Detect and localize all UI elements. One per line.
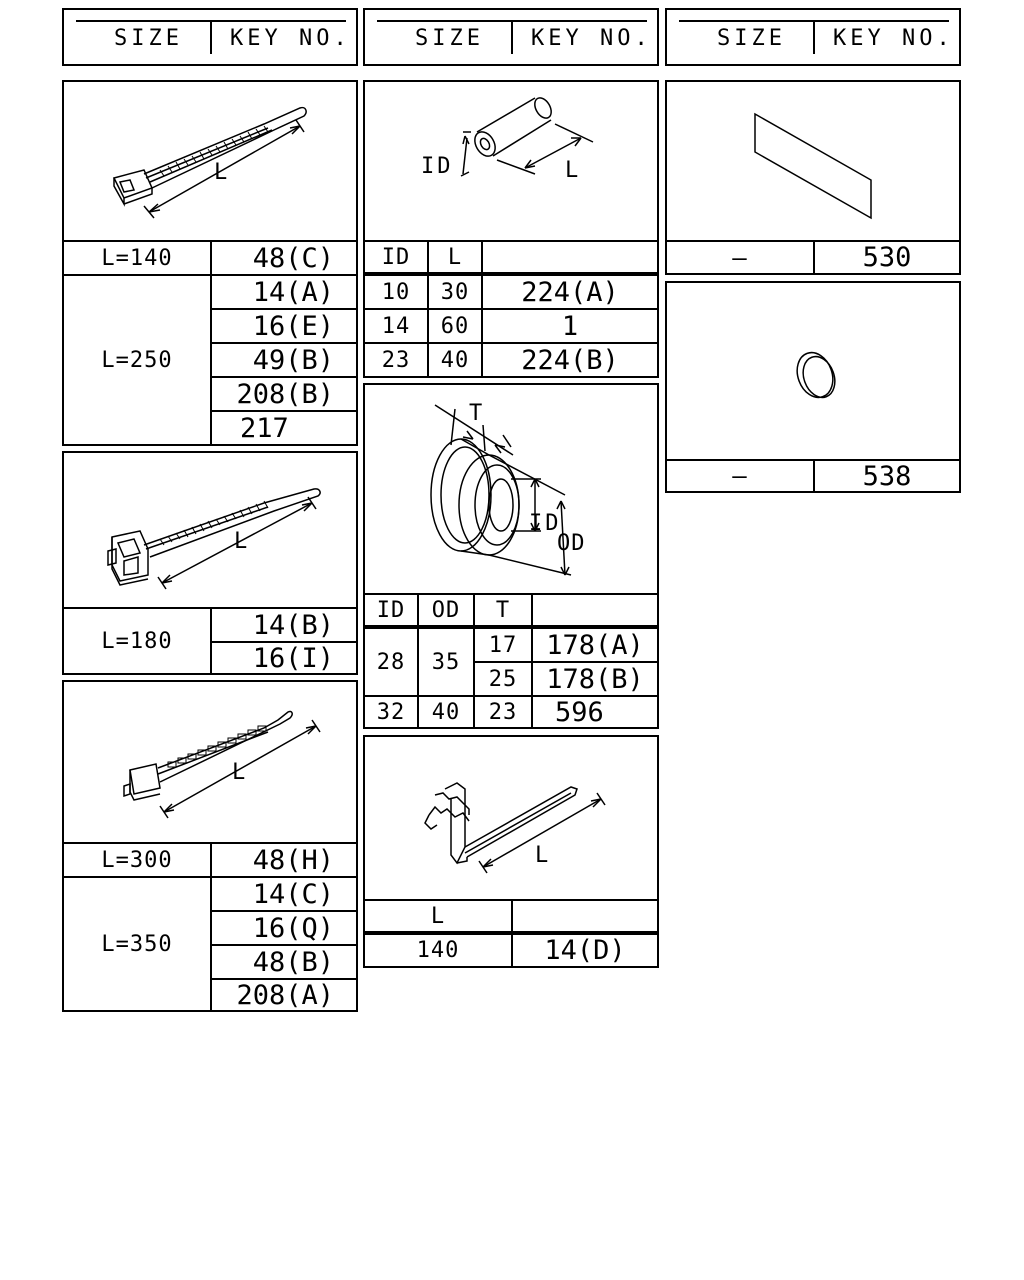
column-header-id: ID: [376, 597, 406, 623]
l-cell: 60: [440, 313, 470, 339]
header-key-label: KEY NO.: [230, 26, 351, 51]
id-cell: 32: [376, 699, 406, 725]
header-key-label: KEY NO.: [531, 26, 652, 51]
key-cell: 224(A): [521, 276, 619, 308]
dimension-label-id: ID: [421, 154, 454, 179]
dimension-label-id: ID: [529, 511, 562, 536]
key-cell: 538: [862, 460, 912, 492]
cable-tie-clip-drawing: [64, 453, 356, 607]
column-header-t: T: [495, 597, 511, 623]
size-cell: L=140: [101, 245, 173, 271]
column-header-l: L: [447, 244, 463, 270]
key-cell: 530: [862, 242, 912, 273]
plug-drawing: [667, 283, 959, 459]
size-cell: —: [732, 243, 748, 272]
dimension-label-l: L: [234, 529, 249, 554]
id-cell: 10: [381, 279, 411, 305]
tape-drawing: [667, 82, 959, 240]
header-size-label: SIZE: [114, 26, 183, 51]
key-cell: 208(B): [236, 378, 334, 410]
key-cell: 48(H): [252, 844, 334, 876]
key-cell: 16(E): [252, 310, 334, 342]
dimension-label-l: L: [565, 158, 580, 183]
id-cell: 28: [376, 649, 406, 675]
column-header-key: [513, 901, 657, 931]
key-cell: 14(B): [252, 609, 334, 641]
size-cell: —: [732, 462, 748, 490]
dimension-label-l: L: [214, 160, 229, 185]
header-size-label: SIZE: [415, 26, 484, 51]
t-cell: 23: [488, 699, 518, 725]
panel-tube: [363, 80, 659, 378]
id-cell: 23: [381, 347, 411, 373]
panel-clip: [363, 735, 659, 968]
panel-plug: [665, 281, 961, 493]
header-key-label: KEY NO.: [833, 26, 954, 51]
panel-cable-tie-b: [62, 451, 358, 675]
key-cell: 14(A): [252, 276, 334, 308]
header-size-label: SIZE: [717, 26, 786, 51]
od-cell: 40: [431, 699, 461, 725]
panel-grommet: [363, 383, 659, 729]
column-header-id: ID: [381, 244, 411, 270]
panel-tape: [665, 80, 961, 275]
key-cell: 16(I): [252, 642, 334, 674]
key-cell: 16(Q): [252, 912, 334, 944]
size-cell: L=250: [101, 347, 173, 373]
key-cell: 224(B): [521, 344, 619, 376]
clip-drawing: [365, 737, 657, 901]
od-cell: 35: [431, 649, 461, 675]
column-header-key: [533, 595, 657, 625]
t-cell: 17: [488, 632, 518, 658]
key-cell: 178(B): [546, 663, 644, 695]
column-header-od: OD: [431, 597, 461, 623]
panel-cable-tie-a: [62, 80, 358, 446]
tube-drawing: [365, 82, 657, 240]
header-column-1: [62, 8, 358, 66]
t-cell: 25: [488, 666, 518, 692]
key-cell: 178(A): [546, 629, 644, 661]
key-cell: 49(B): [252, 344, 334, 376]
header-column-2: [363, 8, 659, 66]
key-cell: 1: [561, 310, 579, 342]
cable-tie-drawing: [64, 82, 356, 240]
size-cell: L=350: [101, 931, 173, 957]
l-cell: 30: [440, 279, 470, 305]
dimension-label-t: T: [469, 401, 484, 426]
key-cell: 208(A): [236, 979, 334, 1011]
key-cell: 596: [555, 696, 604, 728]
l-cell: 40: [440, 347, 470, 373]
l-cell: 140: [416, 938, 460, 963]
id-cell: 14: [381, 313, 411, 339]
key-cell: 48(C): [252, 242, 334, 274]
key-cell: 14(C): [252, 878, 334, 910]
key-cell: 14(D): [544, 935, 626, 966]
size-cell: L=180: [101, 628, 173, 654]
dimension-label-l: L: [535, 843, 550, 868]
grommet-drawing: [365, 385, 657, 593]
cable-tie-long-drawing: [64, 682, 356, 842]
dimension-label-l: L: [232, 760, 247, 785]
header-column-3: [665, 8, 961, 66]
key-cell: 217: [240, 412, 289, 444]
panel-cable-tie-c: [62, 680, 358, 1012]
column-header-l: L: [430, 903, 446, 929]
key-cell: 48(B): [252, 946, 334, 978]
size-cell: L=300: [101, 847, 173, 873]
dimension-label-od: OD: [557, 531, 586, 556]
column-header-key: [483, 242, 657, 272]
